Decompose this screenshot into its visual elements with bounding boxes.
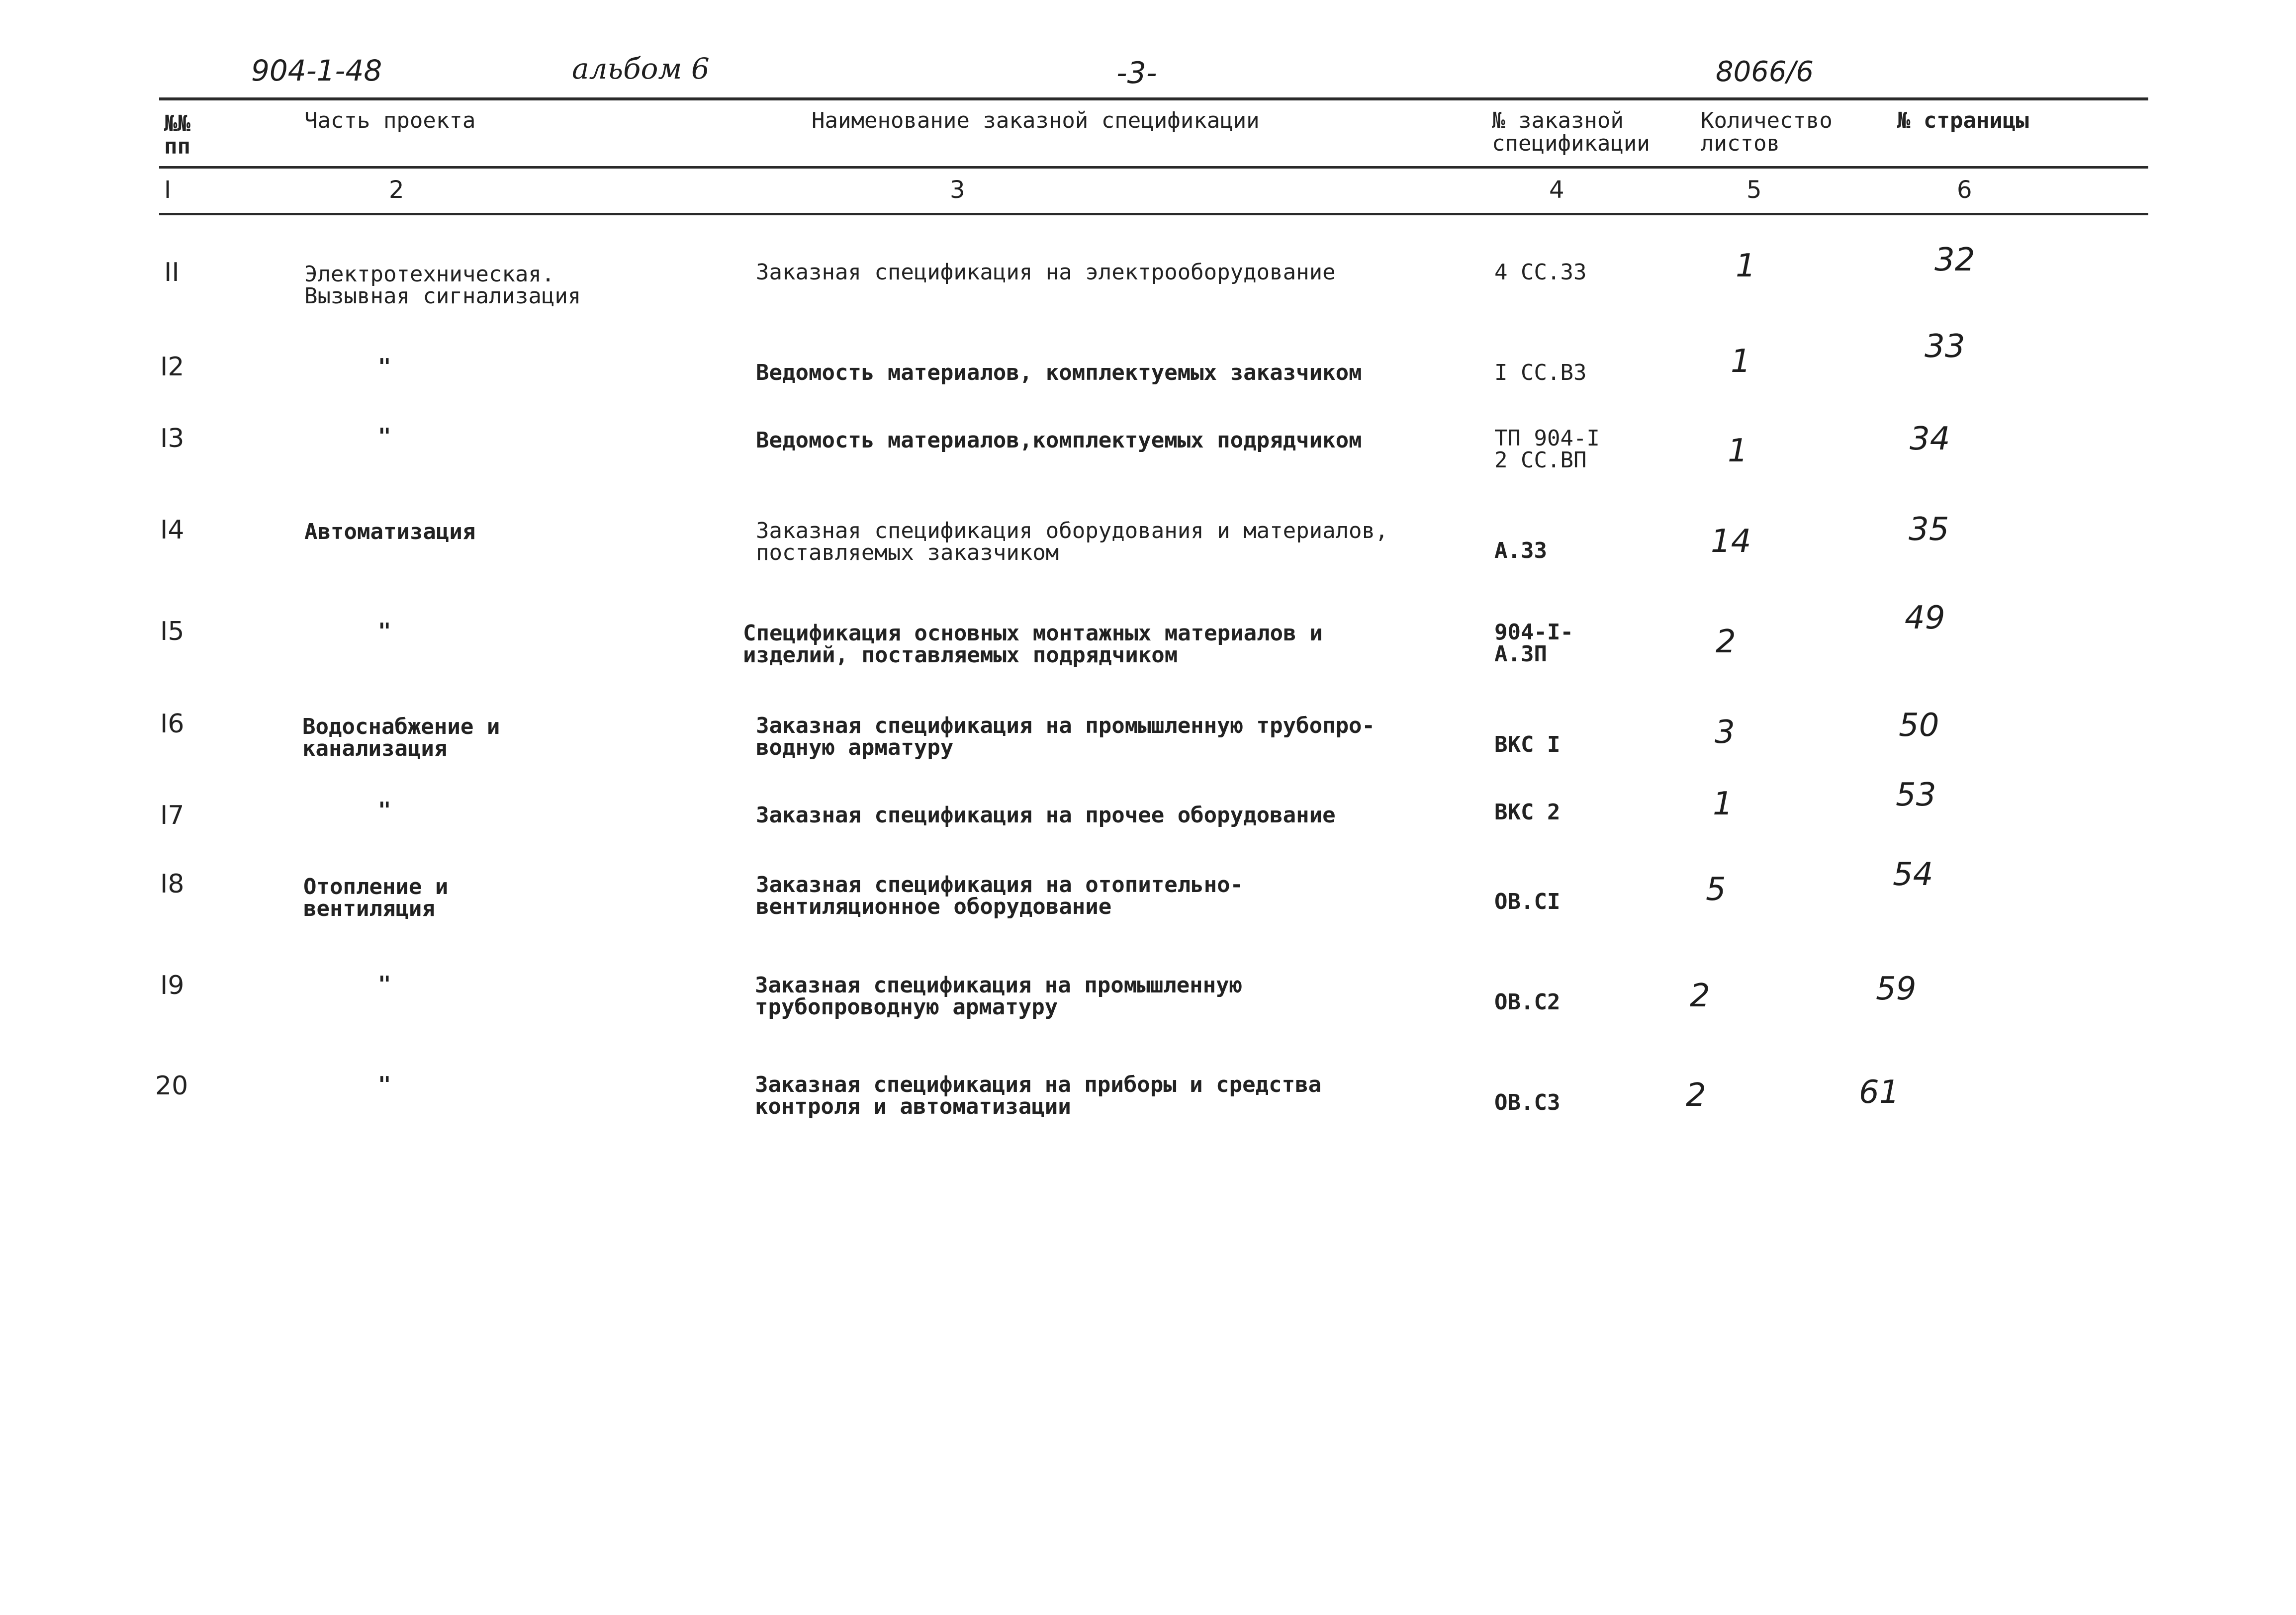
row-spec-name: Заказная спецификация оборудования и материалов, поставляемых заказчиком bbox=[756, 518, 1388, 565]
row-spec-name: Заказная спецификация на электрооборудование bbox=[756, 260, 1336, 285]
row-part: " bbox=[378, 798, 391, 823]
row-part: " bbox=[378, 619, 391, 644]
row-number: I7 bbox=[160, 801, 184, 830]
album-label: альбом 6 bbox=[572, 52, 710, 86]
row-spec-code: А.ЗЗ bbox=[1494, 538, 1547, 563]
row-part: " bbox=[378, 424, 391, 449]
row-spec-code: I СС.ВЗ bbox=[1494, 360, 1587, 385]
row-spec-code: ТП 904-I 2 СС.ВП bbox=[1494, 426, 1600, 473]
col-header-part: Часть проекта bbox=[304, 108, 476, 133]
row-page: 49 bbox=[1905, 600, 1945, 636]
col-number-4: 4 bbox=[1549, 176, 1564, 204]
header-bottom-rule bbox=[159, 166, 2148, 169]
row-number: I8 bbox=[160, 869, 184, 899]
row-sheets: 5 bbox=[1706, 871, 1726, 908]
row-number: I5 bbox=[160, 617, 184, 646]
row-page: 54 bbox=[1893, 856, 1933, 893]
row-page: 35 bbox=[1909, 511, 1949, 548]
row-number: I6 bbox=[160, 709, 184, 739]
row-part: Автоматизация bbox=[304, 519, 476, 544]
col-number-5: 5 bbox=[1746, 176, 1762, 204]
row-part: " bbox=[378, 354, 391, 379]
row-spec-code: 4 СС.ЗЗ bbox=[1494, 260, 1587, 285]
row-sheets: 2 bbox=[1686, 1077, 1706, 1114]
row-page: 61 bbox=[1859, 1074, 1900, 1111]
row-number: I4 bbox=[160, 515, 184, 545]
col-number-2: 2 bbox=[389, 176, 404, 204]
col-header-index: №№ пп bbox=[164, 111, 190, 159]
row-number: I3 bbox=[160, 424, 184, 453]
row-spec-code: ОВ.С2 bbox=[1494, 989, 1561, 1015]
col-header-name: Наименование заказной спецификации bbox=[812, 108, 1260, 133]
row-page: 32 bbox=[1934, 242, 1975, 278]
col-number-6: 6 bbox=[1957, 176, 1972, 204]
row-page: 53 bbox=[1896, 777, 1936, 813]
row-page: 33 bbox=[1925, 328, 1965, 365]
row-sheets: 2 bbox=[1690, 978, 1710, 1014]
row-sheets: 1 bbox=[1731, 343, 1751, 380]
row-page: 59 bbox=[1876, 971, 1917, 1007]
row-part: Водоснабжение и канализация bbox=[302, 714, 500, 761]
row-number: I9 bbox=[160, 971, 184, 1000]
row-spec-name: Ведомость материалов,комплектуемых подрядчиком bbox=[756, 428, 1362, 453]
page-marker: -3- bbox=[1116, 56, 1157, 90]
row-page: 34 bbox=[1910, 421, 1950, 457]
row-spec-name: Заказная спецификация на отопительно- вентиляционное оборудование bbox=[756, 872, 1244, 919]
row-number: I2 bbox=[160, 352, 184, 382]
row-part: " bbox=[378, 972, 391, 997]
row-sheets: 3 bbox=[1715, 714, 1735, 751]
row-spec-name: Заказная спецификация на приборы и средства контроля и автоматизации bbox=[755, 1072, 1322, 1119]
row-spec-name: Заказная спецификация на промышленную трубопроводную арматуру bbox=[755, 973, 1243, 1020]
row-sheets: 1 bbox=[1728, 433, 1748, 469]
row-spec-code: ОВ.С3 bbox=[1494, 1090, 1561, 1115]
row-sheets: 2 bbox=[1716, 624, 1736, 660]
col-number-3: 3 bbox=[950, 176, 965, 204]
row-spec-code: 904-I- А.ЗП bbox=[1494, 620, 1573, 667]
row-spec-code: ВКС I bbox=[1494, 732, 1561, 757]
col-header-code: № заказной спецификации bbox=[1492, 108, 1650, 156]
row-spec-code: ОВ.СI bbox=[1494, 889, 1561, 914]
project-code: 904-1-48 bbox=[251, 54, 382, 88]
document-number: 8066/6 bbox=[1716, 56, 1814, 88]
col-number-1: I bbox=[164, 176, 172, 204]
row-sheets: 14 bbox=[1711, 523, 1751, 560]
row-spec-name: Заказная спецификация на промышленную трубопро- водную арматуру bbox=[756, 713, 1376, 760]
col-header-sheets: Количество листов bbox=[1701, 108, 1833, 156]
row-spec-name: Спецификация основных монтажных материалов и изделий, поставляемых подрядчиком bbox=[743, 621, 1323, 668]
row-spec-name: Ведомость материалов, комплектуемых заказчиком bbox=[756, 360, 1362, 385]
row-part: " bbox=[378, 1072, 391, 1097]
row-sheets: 1 bbox=[1736, 248, 1756, 284]
row-sheets: 1 bbox=[1713, 786, 1733, 822]
row-part: Отопление и вентиляция bbox=[303, 874, 449, 921]
row-number: 20 bbox=[155, 1071, 188, 1101]
row-spec-code: ВКС 2 bbox=[1494, 800, 1561, 825]
row-number: II bbox=[164, 258, 180, 287]
table-top-rule bbox=[159, 97, 2148, 100]
row-spec-name: Заказная спецификация на прочее оборудование bbox=[756, 803, 1336, 828]
col-header-page: № страницы bbox=[1897, 108, 2029, 133]
column-numbers-rule bbox=[159, 213, 2148, 215]
row-part: Электротехническая. Вызывная сигнализация bbox=[304, 262, 581, 309]
row-page: 50 bbox=[1899, 707, 1939, 744]
